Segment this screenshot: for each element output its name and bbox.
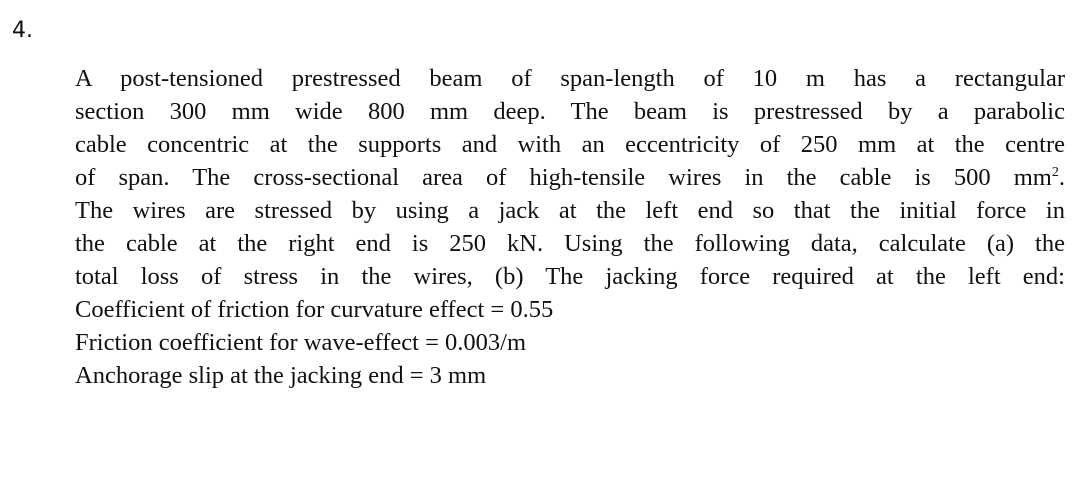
- problem-line-4-period: .: [1058, 164, 1065, 191]
- data-anchorage-slip: Anchorage slip at the jacking end = 3 mm: [75, 362, 487, 389]
- problem-line-7: total loss of stress in the wires, (b) The jacking force required at the left end:: [75, 263, 1065, 290]
- problem-statement: [75, 62, 1065, 392]
- problem-line-6: the cable at the right end is 250 kN. Using the following data, calculate (a) the: [75, 230, 1065, 257]
- problem-line-5: The wires are stressed by using a jack at the left end so that the initial force in: [75, 197, 1065, 224]
- problem-line-3: cable concentric at the supports and with an eccentricity of 250 mm at the centre: [75, 131, 1065, 158]
- problem-line-4: [75, 161, 1065, 194]
- question-number: 4.: [12, 18, 33, 43]
- data-friction-curvature: Coefficient of friction for curvature effect = 0.55: [75, 296, 554, 323]
- problem-line-2: section 300 mm wide 800 mm deep. The beam is prestressed by a parabolic: [75, 98, 1065, 125]
- area-unit-superscript: 2: [1051, 164, 1059, 180]
- data-friction-wave: Friction coefficient for wave-effect = 0.003/m: [75, 329, 527, 356]
- problem-line-1: A post-tensioned prestressed beam of span-length of 10 m has a rectangular: [75, 65, 1065, 92]
- problem-line-4-text: of span. The cross-sectional area of high-tensile wires in the cable is 500 mm: [75, 164, 1052, 191]
